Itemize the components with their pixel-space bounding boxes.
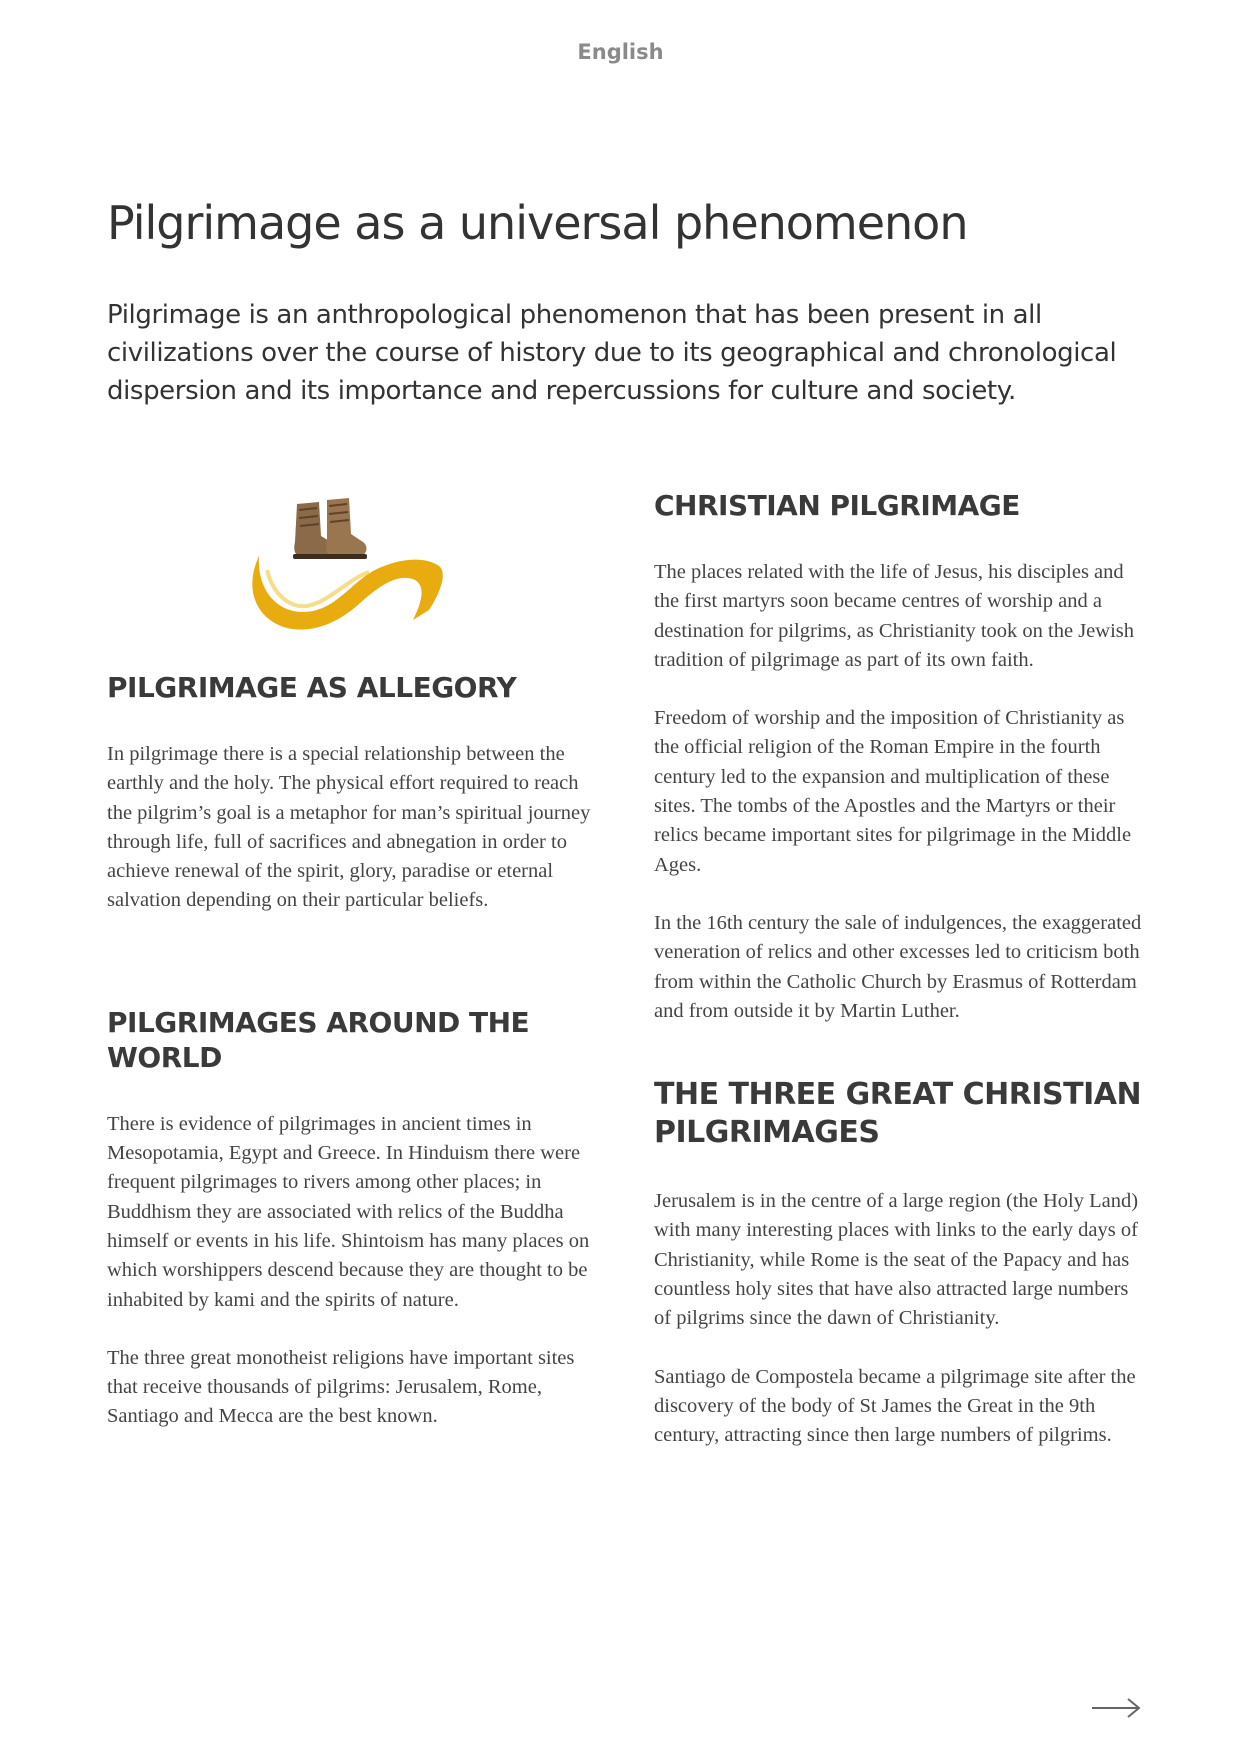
right-boot [325,498,367,559]
section-heading-world: PILGRIMAGES AROUND THE WORLD [107,1005,530,1074]
section-heading-christian: CHRISTIAN PILGRIMAGE [654,489,1020,522]
world-paragraph-2: The three great monotheist religions have important sites that receive thousands of pilgrims: Jerusalem, Rome, Santiago and Mecca are the best known. [107,1346,575,1428]
lead-paragraph: Pilgrimage is an anthropological phenomenon that has been present in all civilizations over the course of history due to its geographical and chronological dispersion and its importance and repercussions for culture and society. [107,300,1117,406]
christian-paragraph-2: Freedom of worship and the imposition of Christianity as the official religion of the Roman Empire in the fourth century led to the expansion and multiplication of these sites. The tombs of the Apostles and the Martyrs or their relics became important sites for pilgrimage in the Middle Ages. [654,707,1132,876]
section-allegory [107,670,597,916]
christian-paragraph-3: In the 16th century the sale of indulgences, the exaggerated veneration of relics and other excesses led to criticism both from within the Catholic Church by Erasmus of Rotterdam and from outside it by Martin Luther. [654,911,1142,1022]
world-paragraph-1: There is evidence of pilgrimages in ancient times in Mesopotamia, Egypt and Greece. In Hinduism there were frequent pilgrimages to rivers among other places; in Buddhism they are associated with relics of the Buddha himself or events in his life. Shintoism has many places on which worshippers descend because they are thought to be inhabited by kami and the spirits of nature. [107,1112,590,1311]
three-paragraph-2: Santiago de Compostela became a pilgrimage site after the discovery of the body of St James the Great in the 9th century, attracting since then large numbers of pilgrims. [654,1365,1136,1447]
three-paragraph-1: Jerusalem is in the centre of a large region (the Holy Land) with many interesting places with links to the early days of Christianity, while Rome is the seat of the Papacy and has countless holy sites that have also attracted large numbers of pilgrims since the dawn of Christianity. [654,1190,1139,1330]
language-label[interactable]: English [577,40,664,64]
left-column [107,470,597,1432]
boots-swoosh-illustration [107,470,597,630]
section-heading-three: THE THREE GREAT CHRISTIAN PILGRIMAGES [654,1077,1142,1151]
page-title: Pilgrimage as a universal phenomenon [107,196,968,250]
section-christian [654,488,1144,1026]
section-three-pilgrimages [654,1076,1144,1450]
section-world [107,1005,597,1432]
arrow-right-icon[interactable] [1092,1696,1142,1720]
allegory-paragraph-1: In pilgrimage there is a special relationship between the earthly and the holy. The physical effort required to reach the pilgrim’s goal is a metaphor for man’s spiritual journey through life, full of sacrifices and abnegation in order to achieve renewal of the spirit, glory, paradise or eternal salvation depending on their particular beliefs. [107,743,591,912]
brush-swoosh [252,556,442,630]
right-column [654,488,1144,1451]
christian-paragraph-1: The places related with the life of Jesus, his disciples and the first martyrs soon became centres of worship and a destination for pilgrims, as Christianity took on the Jewish tradition of pilgrimage as part of its own faith. [654,561,1134,671]
section-heading-allegory: PILGRIMAGE AS ALLEGORY [107,671,517,704]
